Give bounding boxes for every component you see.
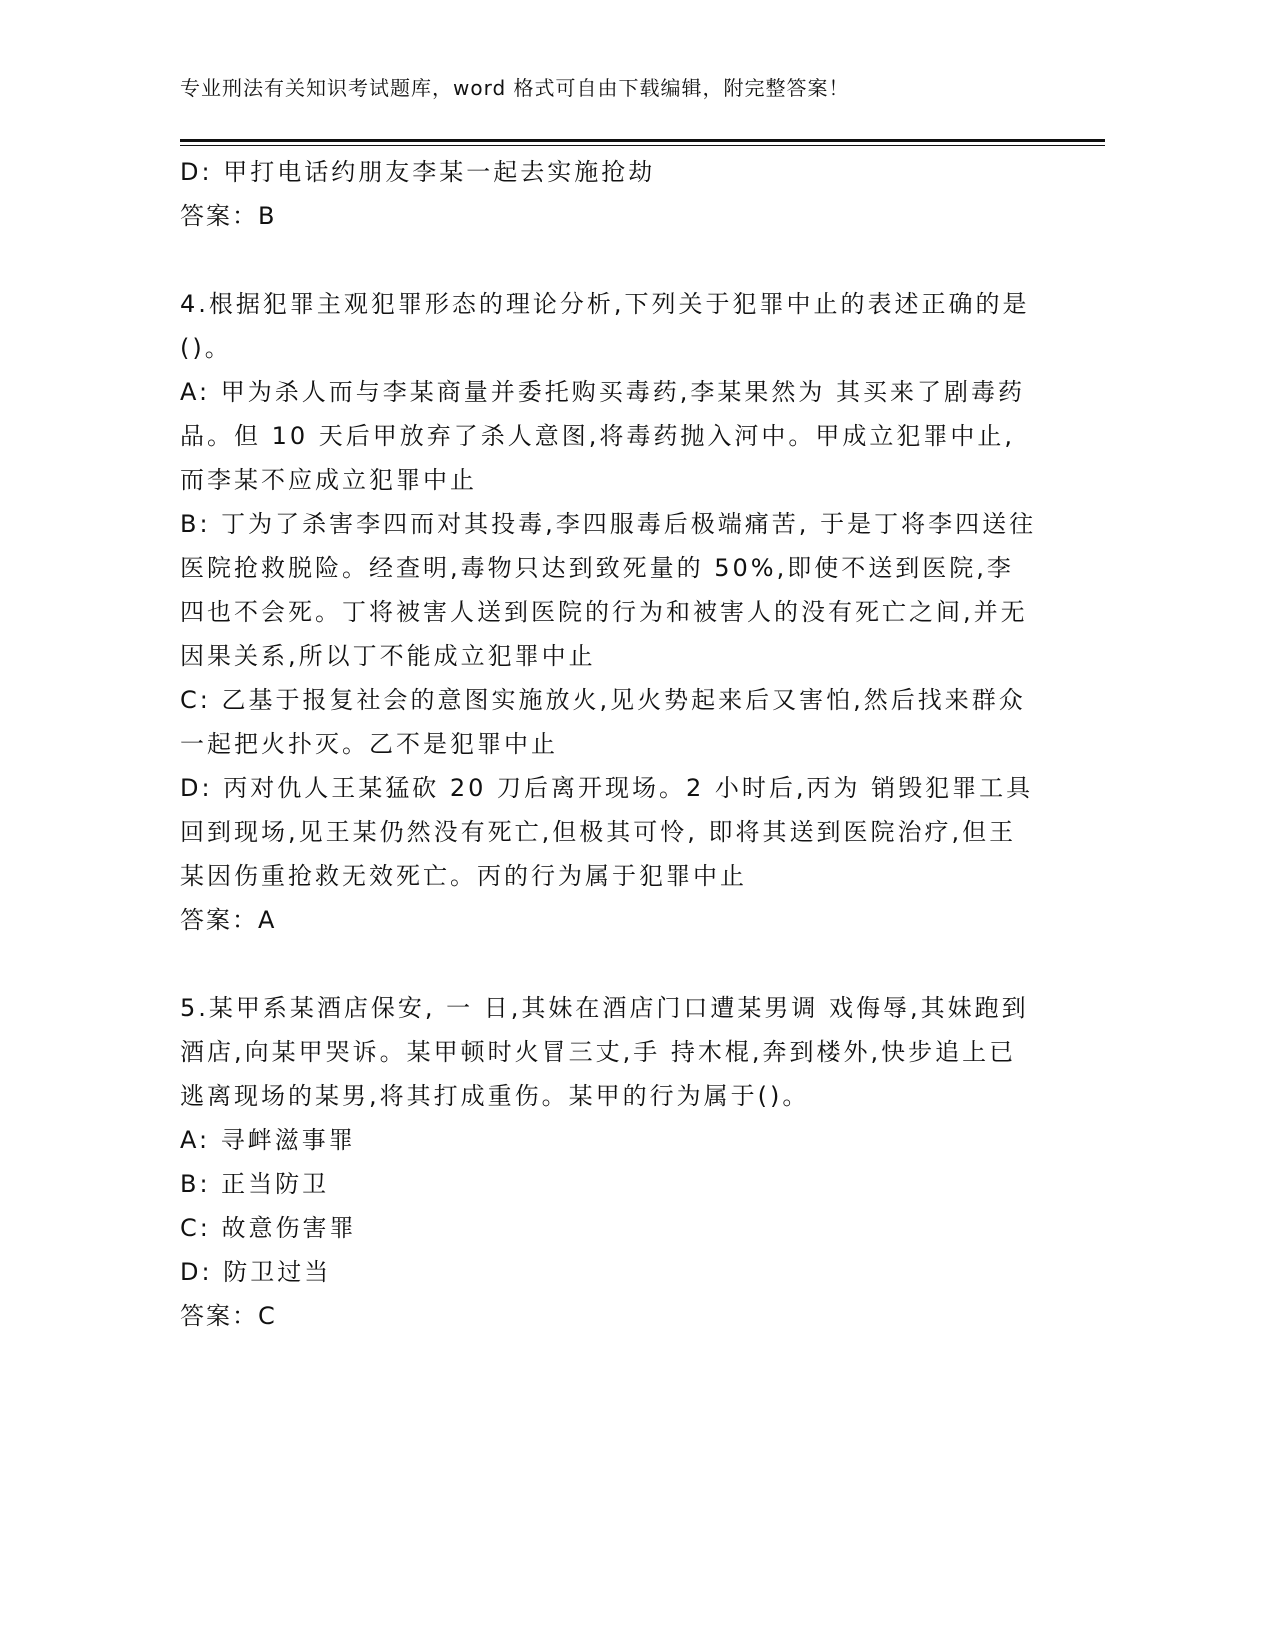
option-d: D: 防卫过当 (180, 1258, 332, 1286)
option-c: C: 故意伤害罪 (180, 1214, 357, 1242)
question-4 (180, 282, 1040, 942)
option-d: D: 丙对仇人王某猛砍 20 刀后离开现场。2 小时后,丙为 销毁犯罪工具回到现场,见王某仍然没有死亡,但极其可怜, 即将其送到医院治疗,但王某因伤重抢救无效死亡。丙的行为属于犯罪中止 (180, 774, 1034, 890)
option-a: A: 甲为杀人而与李某商量并委托购买毒药,李某果然为 其买来了剧毒药品。但 10 天后甲放弃了杀人意图,将毒药抛入河中。甲成立犯罪中止,而李某不应成立犯罪中止 (180, 378, 1025, 494)
question-stem: 4.根据犯罪主观犯罪形态的理论分析,下列关于犯罪中止的表述正确的是()。 (180, 290, 1030, 362)
answer: 答案：B (180, 202, 277, 230)
option-b: B: 正当防卫 (180, 1170, 330, 1198)
question-stem: 5.某甲系某酒店保安, 一 日,其妹在酒店门口遭某男调 戏侮辱,其妹跑到酒店,向某甲哭诉。某甲顿时火冒三丈,手 持木棍,奔到楼外,快步追上已逃离现场的某男,将其打成重伤。某甲的行为属于()。 (180, 994, 1029, 1110)
document-body (180, 150, 1040, 1338)
page-header: 专业刑法有关知识考试题库，word 格式可自由下载编辑，附完整答案！ (180, 76, 850, 100)
option-b: B: 丁为了杀害李四而对其投毒,李四服毒后极端痛苦, 于是丁将李四送往医院抢救脱险。经查明,毒物只达到致死量的 50%,即使不送到医院,李四也不会死。丁将被害人送到医院的行为和被害人的没有死亡之间,并无因果关系,所以丁不能成立犯罪中止 (180, 510, 1037, 670)
option-d: D: 甲打电话约朋友李某一起去实施抢劫 (180, 158, 656, 186)
previous-question-tail (180, 150, 1040, 238)
option-c: C: 乙基于报复社会的意图实施放火,见火势起来后又害怕,然后找来群众一起把火扑灭。乙不是犯罪中止 (180, 686, 1026, 758)
header-rule-thin (180, 145, 1105, 146)
header-rule-thick (180, 139, 1105, 142)
option-a: A: 寻衅滋事罪 (180, 1126, 356, 1154)
question-5 (180, 986, 1040, 1338)
spacer (180, 942, 1040, 986)
answer: 答案：A (180, 906, 277, 934)
spacer (180, 238, 1040, 282)
answer: 答案：C (180, 1302, 277, 1330)
